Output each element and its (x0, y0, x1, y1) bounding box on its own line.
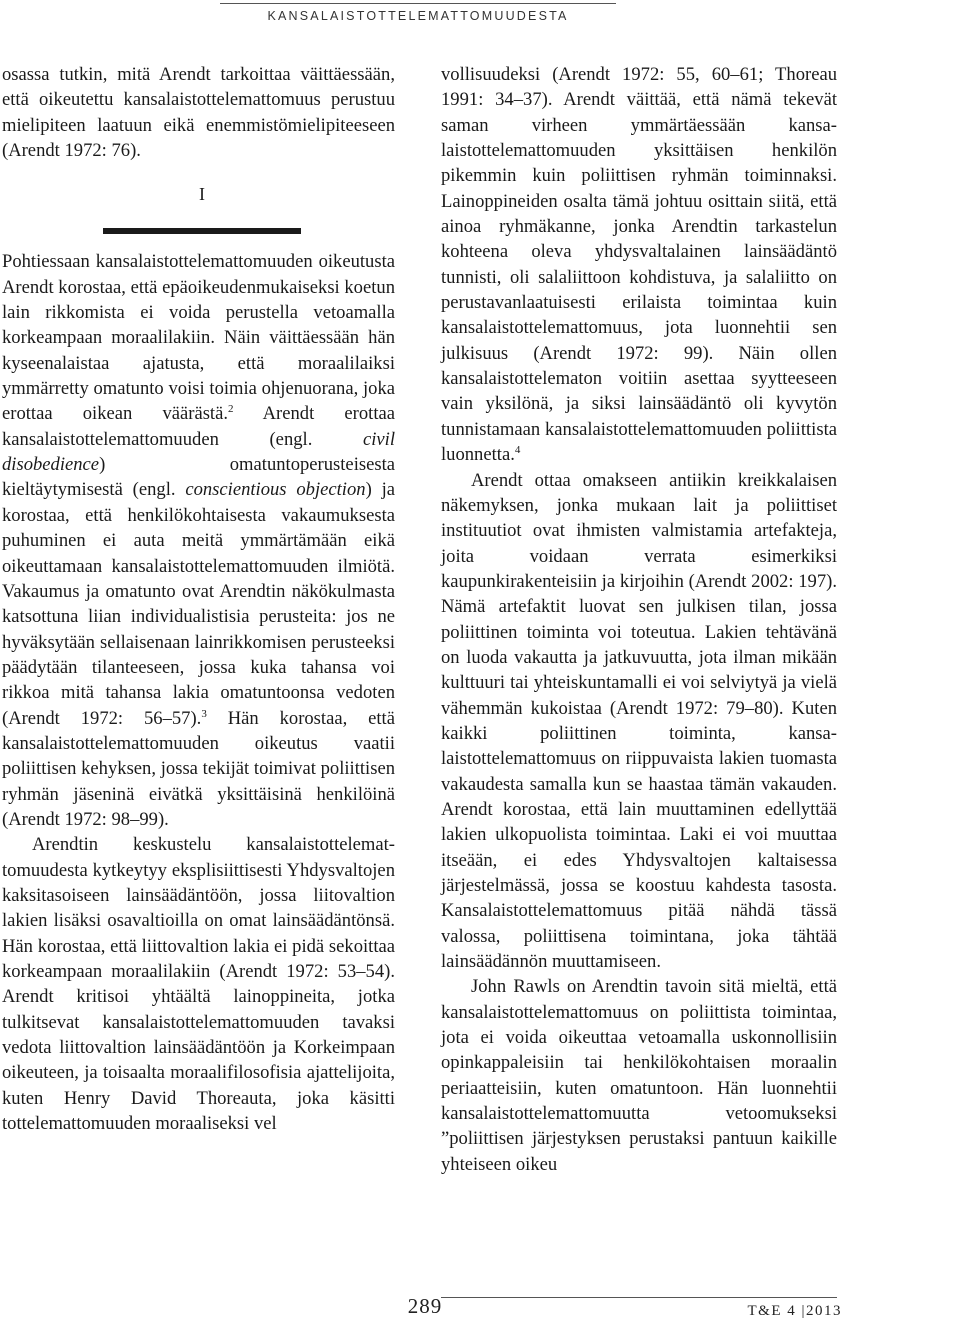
footer-rule (441, 1297, 837, 1298)
paragraph-4: John Rawls on Arendtin tavoin sitä mieltä, että kansalaistottelemattomuus on poliittista toimintaa, jota ei voida oikeuttaa vetoamalla uskonnollisiin opinkappaleisiin tai henkilökohtaisen moraalin periaatteisiin, kuten omatuntoon. Hän luonnehtii kansalaistottelemattomuutta vetoomukseksi ”poliittisen järjestyksen perustaksi pantuun kaikille yhteiseen oikeu (441, 976, 837, 1175)
section-divider-bar (103, 228, 301, 234)
footnote-ref-2[interactable]: 2 (228, 403, 234, 416)
header-rule (220, 3, 616, 4)
paragraph-continued-text: vollisuudeksi (Arendt 1972: 55, 60–61; Thoreau 1991: 34–37). Arendt väittää, että nämä tekevät saman virheen ymmärtäessään kansalaistottelemattomuuden yksittäisen henkilön pikemmin kuin poliittisen ryhmän toiminnaksi. Lainoppineiden osalta tämä johtuu osittain siitä, että ainoa ryhmäkanne, jonka Arendtin tarkastelun kohteena oleva yhdysvaltalainen lainsäädäntö tunnisti, oli salaliittoon kohdistuva, ja salaliitto on perustavanlaatuisesti erilaista toimintaa kuin kansalaistottelemattomuus, jota luonnehtii sen julkisuus (Arendt 1972: 99). Näin ollen kansalaistottelematon voitiin asettaa syytteeseen vain yksilönä, ja siksi lainsäädäntö oli kyvytön tunnistamaan kansalaistottelemattomuuden poliittista luonnetta. (441, 64, 837, 466)
running-title: KANSALAISTOTTELEMATTOMUUDESTA (267, 9, 569, 23)
section-numeral: I (199, 184, 205, 205)
journal-issue-label: T&E 4 |2013 (747, 1303, 842, 1319)
footnote-ref-4[interactable]: 4 (514, 443, 521, 456)
left-column (2, 62, 395, 1136)
footnote-ref-3[interactable]: 3 (201, 707, 207, 720)
intro-paragraph: osassa tutkin, mitä Arendt tarkoittaa väittäessään, että oikeutettu kansalaistottelemattomuus perustuu mielipiteen laatuun eikä enemmistömielipiteeseen (Arendt 1972: 76). (2, 64, 395, 162)
right-column (441, 62, 837, 1177)
term-conscientious-objection: conscientious objection (185, 479, 366, 501)
paragraph-1 (2, 249, 395, 832)
section-marker (2, 163, 395, 249)
paragraph-2: Arendtin keskustelu kansalaistottelemattomuudesta kytkeytyy eksplisiittisesti Yhdysvaltojen kaksitasoiseen lainsäädäntöön, jossa liitovaltion lakien lisäksi osavaltioilla on omat lainsäädäntönsä. Hän korostaa, että liittovaltion lakia ei pidä sekoittaa korkeampaan moraalilakiin (Arendt 1972: 53–54). Arendt kritisoi yhtäältä lainoppineita, jotka tulkitsevat kansalaistottelemattomuuden tavaksi vedota liittovaltion lainsäädäntöön ja Korkeimpaan oikeuteen, ja toisaalta moraalifilosofisia ajattelijoita, kuten Henry David Thoreauta, joka käsitti tottelemattomuuden moraaliseksi vel (2, 834, 395, 1135)
paragraph-1-text-c: ) omatuntoperusteisesta kieltäytymisestä (engl. (2, 454, 395, 501)
page-number: 289 (407, 1294, 443, 1318)
paragraph-3: Arendt ottaa omakseen antiikin kreikkalaisen näkemyksen, jonka mukaan lait ja poliittiset instituutiot ovat ihmisten valmistamia artefakteja, joita voidaan verrata esimerkiksi kaupunkirakenteisiin ja kirjoihin (Arendt 2002: 197). Nämä artefaktit luovat sen julkisen tilan, jossa poliittinen toiminta voi toteutua. Lakien tehtävänä on luoda vakautta ja jatkuvuutta, jota ilman mikään kulttuuri tai yhteiskuntamalli ei voi selviytyä ja vielä vähemmän kukoistaa (Arendt 1972: 79–80). Kuten kaikki poliittinen toiminta, kansalaistottelemattomuus on riippuvaista lakien tuomasta vakaudesta samalla kun se haastaa tämän vakauden. Arendt korostaa, että lain muuttaminen edellyttää lakien ulkopuolista toimintaa. Laki ei voi muuttaa itseään, ei edes Yhdysvaltojen kaltaisessa järjestelmässä, jossa se koostuu kahdesta tasosta. Kansalaistottelemattomuus pitää nähdä tässä valossa, poliittisena toimintana, joka tähtää lainsäädännön muuttamiseen. (441, 469, 837, 973)
paragraph-1-text-b: Arendt erottaa kansalaistottelemattomuuden (engl. (2, 403, 395, 450)
paragraph-1-text-a: Pohtiessaan kansalaistottelemattomuuden oikeutusta Arendt korostaa, että epäoikeudenmukaiseksi koetun lain rikkomista ei voida perustella vetoamalla korkeampaan moraalilakiin. Näin väittäessään hän kyseenalaistaa ajatusta, että moraalilaiksi ymmärretty omatunto voisi toimia ohjenuorana, joka erottaa oikean väärästä. (2, 251, 395, 425)
paragraph-continued (441, 62, 837, 468)
term-civil-disobedience: civil disobedience (2, 428, 395, 476)
paragraph-1-text-e: Hän korostaa, että kansalaistottelemattomuuden oikeutus vaatii poliittisen kehyksen, jossa tekijät toimivat poliittisen ryhmän jäseninä eivätkä yksittäisinä henkilöinä (Arendt 1972: 98–99). (2, 707, 395, 830)
paragraph-1-text-d: ) ja korostaa, että henkilökohtaisesta vakaumuksesta puhuminen ei auta meitä ymmärtämään eikä oikeuttamaan kansalaistottelemattomuuden ilmiötä. Vakaumus ja omatunto ovat Arendtin näkökulmasta katsottuna liian individualistisia perusteita: jos ne hyväksytään sellaisenaan lainrikkomisen perusteeksi päädytään tilanteeseen, jossa kuka tahansa voi rikkoa mitä tahansa lakia omatuntoonsa vedoten (Arendt 1972: 56–57). (2, 479, 395, 729)
